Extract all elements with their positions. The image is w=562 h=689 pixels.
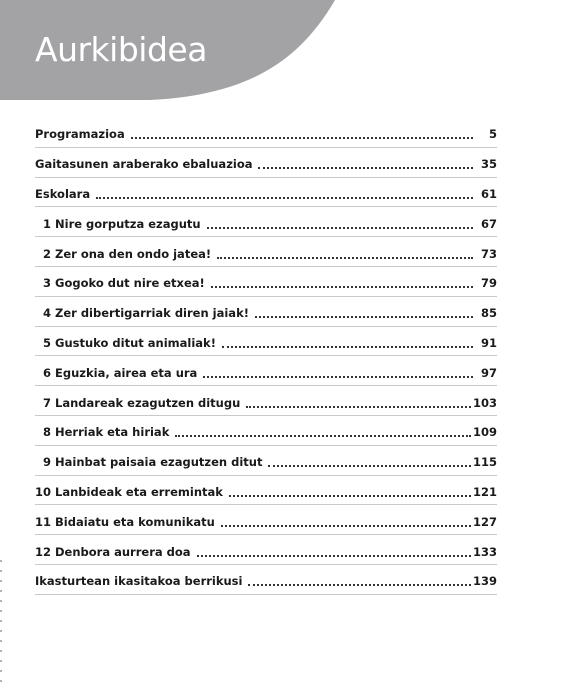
dot-leader bbox=[248, 584, 471, 586]
toc-entry-title: Ikasturtean ikasitakoa berrikusi bbox=[35, 574, 243, 589]
toc-entry[interactable] bbox=[35, 237, 497, 267]
toc-entry-title: 2 Zer ona den ondo jatea! bbox=[43, 246, 212, 261]
toc-entry[interactable] bbox=[35, 416, 497, 446]
dot-leader bbox=[268, 465, 471, 467]
dot-leader bbox=[229, 495, 471, 497]
toc-entry-title: 9 Hainbat paisaia ezagutzen ditut bbox=[43, 455, 263, 470]
dot-leader bbox=[197, 555, 471, 557]
toc-entry-title: 10 Lanbideak eta erremintak bbox=[35, 484, 223, 499]
toc-entry-page: 139 bbox=[472, 574, 497, 589]
toc-entry-title: Eskolara bbox=[35, 186, 91, 201]
toc-entry-page: 79 bbox=[480, 276, 497, 291]
toc-entry[interactable] bbox=[35, 386, 497, 416]
dot-leader bbox=[203, 376, 473, 378]
toc-entry-title: 5 Gustuko ditut animaliak! bbox=[43, 335, 216, 350]
toc-entry-title: 11 Bidaiatu eta komunikatu bbox=[35, 514, 215, 529]
toc-entry[interactable] bbox=[35, 178, 497, 208]
dot-leader bbox=[246, 406, 471, 408]
toc-entry[interactable] bbox=[35, 207, 497, 237]
toc-entry[interactable] bbox=[35, 118, 497, 148]
toc-entry[interactable] bbox=[35, 535, 497, 565]
toc-entry-title: 7 Landareak ezagutzen ditugu bbox=[43, 395, 241, 410]
toc-entry-page: 97 bbox=[480, 365, 497, 380]
toc-entry-title: 1 Nire gorputza ezagutu bbox=[43, 216, 201, 231]
page-title: Aurkibidea bbox=[35, 30, 207, 69]
table-of-contents bbox=[35, 118, 497, 595]
toc-entry-page: 85 bbox=[480, 306, 497, 321]
dot-leader bbox=[211, 286, 473, 288]
toc-entry[interactable] bbox=[35, 148, 497, 178]
dot-leader bbox=[217, 257, 473, 259]
toc-entry[interactable] bbox=[35, 505, 497, 535]
toc-entry-page: 35 bbox=[480, 157, 497, 172]
toc-entry[interactable] bbox=[35, 267, 497, 297]
dot-leader bbox=[222, 346, 473, 348]
dot-leader bbox=[221, 525, 471, 527]
toc-entry[interactable] bbox=[35, 356, 497, 386]
toc-entry-page: 109 bbox=[472, 425, 497, 440]
toc-entry[interactable] bbox=[35, 476, 497, 506]
toc-entry-title: 12 Denbora aurrera doa bbox=[35, 544, 191, 559]
toc-entry-page: 61 bbox=[480, 186, 497, 201]
toc-entry-title: 3 Gogoko dut nire etxea! bbox=[43, 276, 205, 291]
toc-entry-page: 115 bbox=[472, 455, 497, 470]
toc-entry-page: 103 bbox=[472, 395, 497, 410]
dot-leader bbox=[207, 227, 473, 229]
toc-entry-page: 133 bbox=[472, 544, 497, 559]
toc-entry-title: 4 Zer dibertigarriak diren jaiak! bbox=[43, 306, 249, 321]
toc-entry-page: 67 bbox=[480, 216, 497, 231]
toc-entry[interactable] bbox=[35, 446, 497, 476]
toc-entry[interactable] bbox=[35, 297, 497, 327]
toc-entry-title: Programazioa bbox=[35, 127, 125, 142]
toc-entry[interactable] bbox=[35, 565, 497, 595]
dot-leader bbox=[175, 435, 471, 437]
toc-entry[interactable] bbox=[35, 327, 497, 357]
dot-leader bbox=[258, 167, 473, 169]
dot-leader bbox=[255, 316, 473, 318]
toc-entry-page: 91 bbox=[480, 335, 497, 350]
toc-entry-title: 8 Herriak eta hiriak bbox=[43, 425, 170, 440]
toc-entry-page: 73 bbox=[480, 246, 497, 261]
toc-entry-page: 5 bbox=[488, 127, 497, 142]
dot-leader bbox=[131, 137, 473, 139]
toc-entry-page: 127 bbox=[472, 514, 497, 529]
toc-entry-title: Gaitasunen araberako ebaluazioa bbox=[35, 157, 253, 172]
binding-edge bbox=[0, 0, 4, 689]
toc-entry-title: 6 Eguzkia, airea eta ura bbox=[43, 365, 198, 380]
toc-entry-page: 121 bbox=[472, 484, 497, 499]
dot-leader bbox=[96, 197, 473, 199]
